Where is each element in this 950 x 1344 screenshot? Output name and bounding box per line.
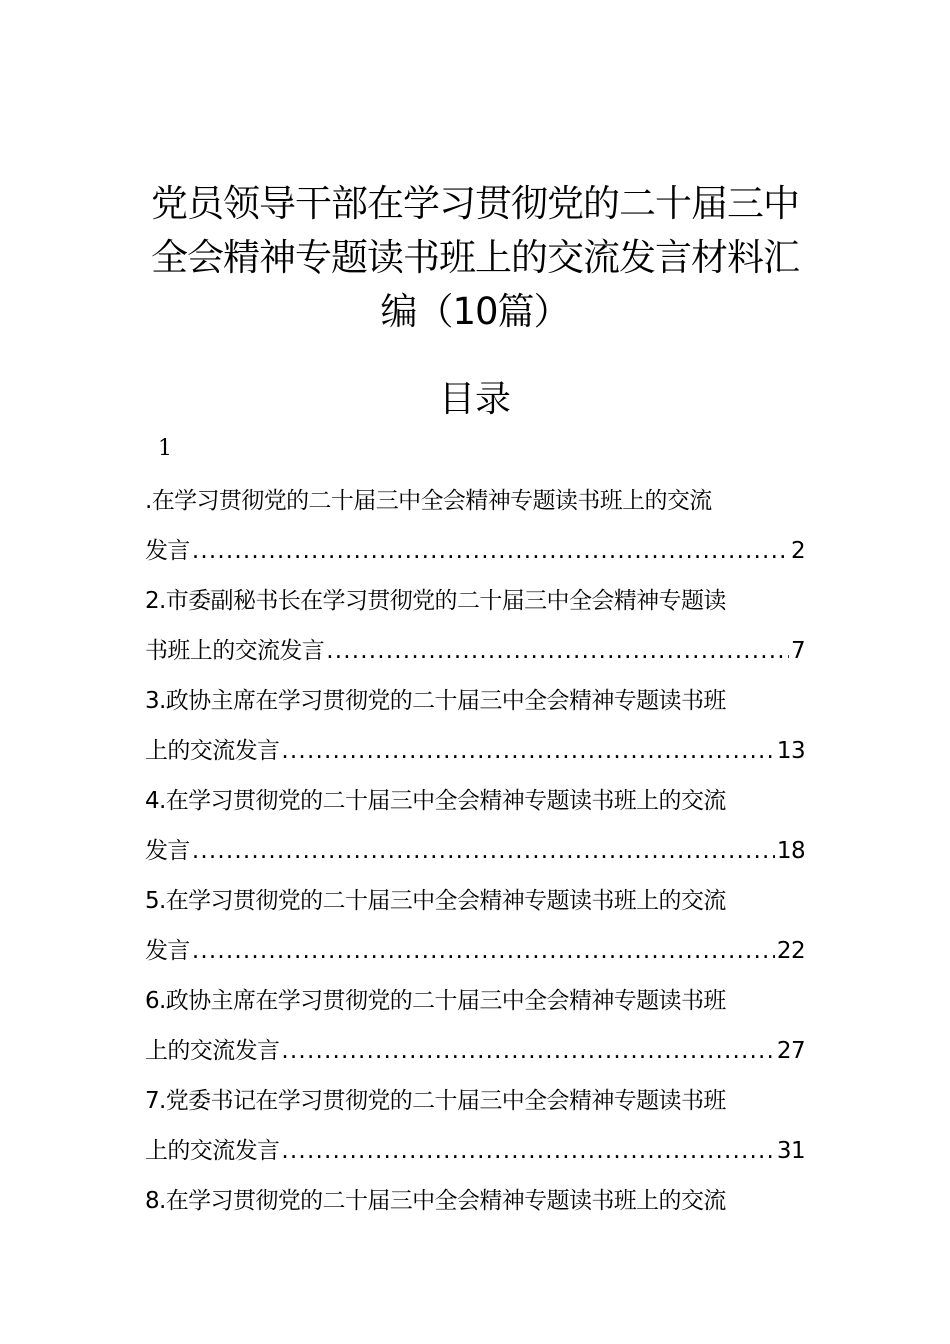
- toc-entry-1[interactable]: [145, 476, 805, 576]
- dot-leader: [281, 1026, 775, 1076]
- stray-number: 1: [158, 436, 172, 461]
- toc-entry-title-continued: 书班上的交流发言: [145, 638, 325, 664]
- document-title: [145, 177, 805, 339]
- toc-entry-7[interactable]: [145, 1076, 805, 1176]
- toc-page-number: 27: [776, 1038, 805, 1064]
- title-line-1: 党员领导干部在学习贯彻党的二十届三中: [151, 182, 799, 225]
- toc-entry-title: 7.党委书记在学习贯彻党的二十届三中全会精神专题读书班: [145, 1088, 726, 1114]
- toc-page-number: 22: [776, 938, 805, 964]
- toc-heading: 目录: [438, 379, 511, 420]
- dot-leader: [281, 1126, 775, 1176]
- title-line-3: 编（10篇）: [380, 290, 570, 333]
- toc-entry-title-continued: 上的交流发言: [145, 1038, 280, 1064]
- dot-leader: [192, 826, 775, 876]
- toc-entry-title: 8.在学习贯彻党的二十届三中全会精神专题读书班上的交流: [145, 1188, 726, 1214]
- toc-entry-6[interactable]: [145, 976, 805, 1076]
- dot-leader: [281, 726, 775, 776]
- toc-page-number: 7: [790, 638, 805, 664]
- toc-entry-title: 4.在学习贯彻党的二十届三中全会精神专题读书班上的交流: [145, 788, 726, 814]
- toc-entry-4[interactable]: [145, 776, 805, 876]
- dot-leader: [192, 926, 775, 976]
- toc-entry-title: .在学习贯彻党的二十届三中全会精神专题读书班上的交流: [145, 488, 712, 514]
- toc-entry-8[interactable]: [145, 1176, 805, 1226]
- toc-entry-5[interactable]: [145, 876, 805, 976]
- toc-entry-title-continued: 发言: [145, 938, 190, 964]
- toc-entry-title: 5.在学习贯彻党的二十届三中全会精神专题读书班上的交流: [145, 888, 726, 914]
- dot-leader: [192, 526, 789, 576]
- toc-entry-title-continued: 发言: [145, 838, 190, 864]
- toc-page-number: 13: [776, 738, 805, 764]
- toc-entry-title: 6.政协主席在学习贯彻党的二十届三中全会精神专题读书班: [145, 988, 726, 1014]
- toc-entry-title: 2.市委副秘书长在学习贯彻党的二十届三中全会精神专题读: [145, 588, 726, 614]
- toc-entry-title: 3.政协主席在学习贯彻党的二十届三中全会精神专题读书班: [145, 688, 726, 714]
- toc-page-number: 18: [776, 838, 805, 864]
- toc-entry-2[interactable]: [145, 576, 805, 676]
- toc-page-number: 2: [790, 538, 805, 564]
- dot-leader: [326, 626, 789, 676]
- table-of-contents: [145, 476, 805, 1226]
- toc-entry-title-continued: 上的交流发言: [145, 1138, 280, 1164]
- toc-entry-3[interactable]: [145, 676, 805, 776]
- toc-entry-title-continued: 上的交流发言: [145, 738, 280, 764]
- toc-entry-title-continued: 发言: [145, 538, 190, 564]
- title-line-2: 全会精神专题读书班上的交流发言材料汇: [151, 236, 799, 279]
- toc-page-number: 31: [776, 1138, 805, 1164]
